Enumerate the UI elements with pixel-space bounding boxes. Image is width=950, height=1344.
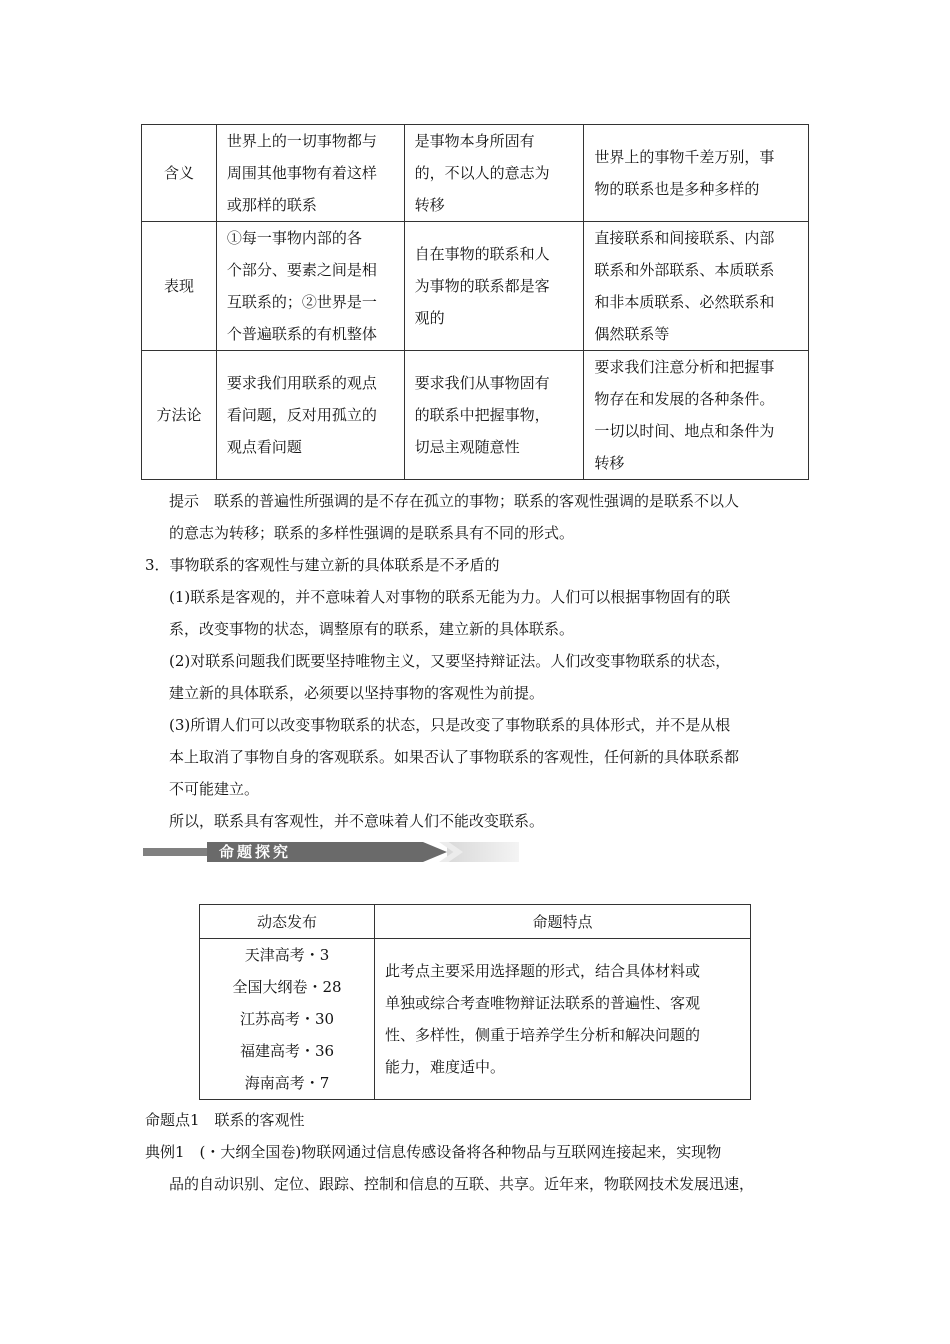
banner-title: 命题探究 bbox=[219, 843, 292, 861]
cell-line: ①每一事物内部的各 bbox=[226, 229, 362, 247]
concept-table bbox=[141, 124, 809, 480]
cell-line: 观点看问题 bbox=[226, 438, 302, 456]
row-header: 含义 bbox=[142, 125, 217, 222]
table-row bbox=[142, 125, 809, 222]
cell-line: 周围其他事物有着这样 bbox=[226, 164, 377, 182]
cell-line: 要求我们注意分析和把握事 bbox=[594, 358, 775, 376]
feature-line: 能力，难度适中。 bbox=[385, 1058, 506, 1076]
cell-line: 世界上的一切事物都与 bbox=[226, 132, 377, 150]
cell-line: 转移 bbox=[594, 454, 625, 472]
table-row bbox=[200, 939, 751, 1100]
cell-line: 转移 bbox=[414, 196, 445, 214]
cell-line: 物存在和发展的各种条件。 bbox=[594, 390, 775, 408]
table-cell bbox=[584, 222, 809, 351]
row-header: 方法论 bbox=[142, 351, 217, 480]
tip-line-1: 提示 联系的普遍性所强调的是不存在孤立的事物；联系的客观性强调的是联系不以人 bbox=[169, 492, 740, 510]
feature-line: 此考点主要采用选择题的形式，结合具体材料或 bbox=[385, 962, 701, 980]
cell-line: 切忌主观随意性 bbox=[414, 438, 520, 456]
cell-line: 为事物的联系都是客 bbox=[414, 277, 550, 295]
cell-line: 联系和外部联系、本质联系 bbox=[594, 261, 775, 279]
cell-line: 是事物本身所固有 bbox=[414, 132, 535, 150]
paragraph-line: 建立新的具体联系，必须要以坚持事物的客观性为前提。 bbox=[169, 684, 545, 702]
header-cell: 命题特点 bbox=[375, 905, 751, 939]
tip-line-2: 的意志为转移；联系的多样性强调的是联系具有不同的形式。 bbox=[169, 524, 575, 542]
table-cell bbox=[584, 351, 809, 480]
cell-line: 的联系中把握事物， bbox=[414, 406, 550, 424]
table-header-row bbox=[200, 905, 751, 939]
example-line-2: 品的自动识别、定位、跟踪、控制和信息的互联、共享。近年来，物联网技术发展迅速， bbox=[169, 1175, 755, 1193]
paragraph-line: (2)对联系问题我们既要坚持唯物主义，又要坚持辩证法。人们改变事物联系的状态， bbox=[169, 652, 731, 670]
feature-cell bbox=[375, 939, 751, 1100]
cell-line: 互联系的；②世界是一 bbox=[226, 293, 377, 311]
cell-line: 的，不以人的意志为 bbox=[414, 164, 550, 182]
exam-item: 江苏高考・30 bbox=[239, 1010, 335, 1028]
example-line-1: 典例1 (・大纲全国卷)物联网通过信息传感设备将各种物品与互联网连接起来，实现物 bbox=[145, 1143, 722, 1161]
exam-item: 福建高考・36 bbox=[239, 1042, 335, 1060]
exam-list bbox=[200, 939, 375, 1100]
cell-line: 直接联系和间接联系、内部 bbox=[594, 229, 775, 247]
cell-line: 看问题，反对用孤立的 bbox=[226, 406, 377, 424]
feature-line: 单独或综合考查唯物辩证法联系的普遍性、客观 bbox=[385, 994, 701, 1012]
section-title: 3．事物联系的客观性与建立新的具体联系是不矛盾的 bbox=[145, 556, 500, 574]
paragraph-line: 本上取消了事物自身的客观联系。如果否认了事物联系的客观性，任何新的具体联系都 bbox=[169, 748, 740, 766]
cell-line: 观的 bbox=[414, 309, 445, 327]
paragraph-line: 不可能建立。 bbox=[169, 780, 260, 798]
table-row bbox=[142, 351, 809, 480]
point-title: 命题点1 联系的客观性 bbox=[145, 1111, 305, 1129]
paragraph-line: (3)所谓人们可以改变事物联系的状态，只是改变了事物联系的具体形式，并不是从根 bbox=[169, 716, 731, 734]
cell-line: 自在事物的联系和人 bbox=[414, 245, 550, 263]
cell-line: 物的联系也是多种多样的 bbox=[594, 180, 760, 198]
cell-line: 要求我们用联系的观点 bbox=[226, 374, 377, 392]
cell-line: 和非本质联系、必然联系和 bbox=[594, 293, 775, 311]
feature-line: 性、多样性，侧重于培养学生分析和解决问题的 bbox=[385, 1026, 701, 1044]
exam-item: 海南高考・7 bbox=[244, 1074, 330, 1092]
table-cell bbox=[584, 125, 809, 222]
table-row bbox=[142, 222, 809, 351]
table-cell bbox=[216, 222, 404, 351]
conclusion-line: 所以，联系具有客观性，并不意味着人们不能改变联系。 bbox=[169, 812, 545, 830]
cell-line: 偶然联系等 bbox=[594, 325, 670, 343]
cell-line: 个普遍联系的有机整体 bbox=[226, 325, 377, 343]
header-cell: 动态发布 bbox=[200, 905, 375, 939]
paragraph-line: 系，改变事物的状态，调整原有的联系，建立新的具体联系。 bbox=[169, 620, 575, 638]
cell-line: 要求我们从事物固有 bbox=[414, 374, 550, 392]
exam-table bbox=[199, 904, 751, 1100]
cell-line: 个部分、要素之间是相 bbox=[226, 261, 377, 279]
paragraph-line: (1)联系是客观的，并不意味着人对事物的联系无能为力。人们可以根据事物固有的联 bbox=[169, 588, 731, 606]
table-cell bbox=[216, 125, 404, 222]
table-cell bbox=[216, 351, 404, 480]
exam-item: 天津高考・3 bbox=[244, 946, 330, 964]
table-cell bbox=[404, 351, 584, 480]
cell-line: 世界上的事物千差万别，事 bbox=[594, 148, 775, 166]
cell-line: 一切以时间、地点和条件为 bbox=[594, 422, 775, 440]
cell-line: 或那样的联系 bbox=[226, 196, 317, 214]
table-cell bbox=[404, 125, 584, 222]
table-cell bbox=[404, 222, 584, 351]
exam-item: 全国大纲卷・28 bbox=[232, 978, 342, 996]
row-header: 表现 bbox=[142, 222, 217, 351]
banner-bar bbox=[143, 848, 207, 856]
section-banner bbox=[143, 842, 519, 862]
